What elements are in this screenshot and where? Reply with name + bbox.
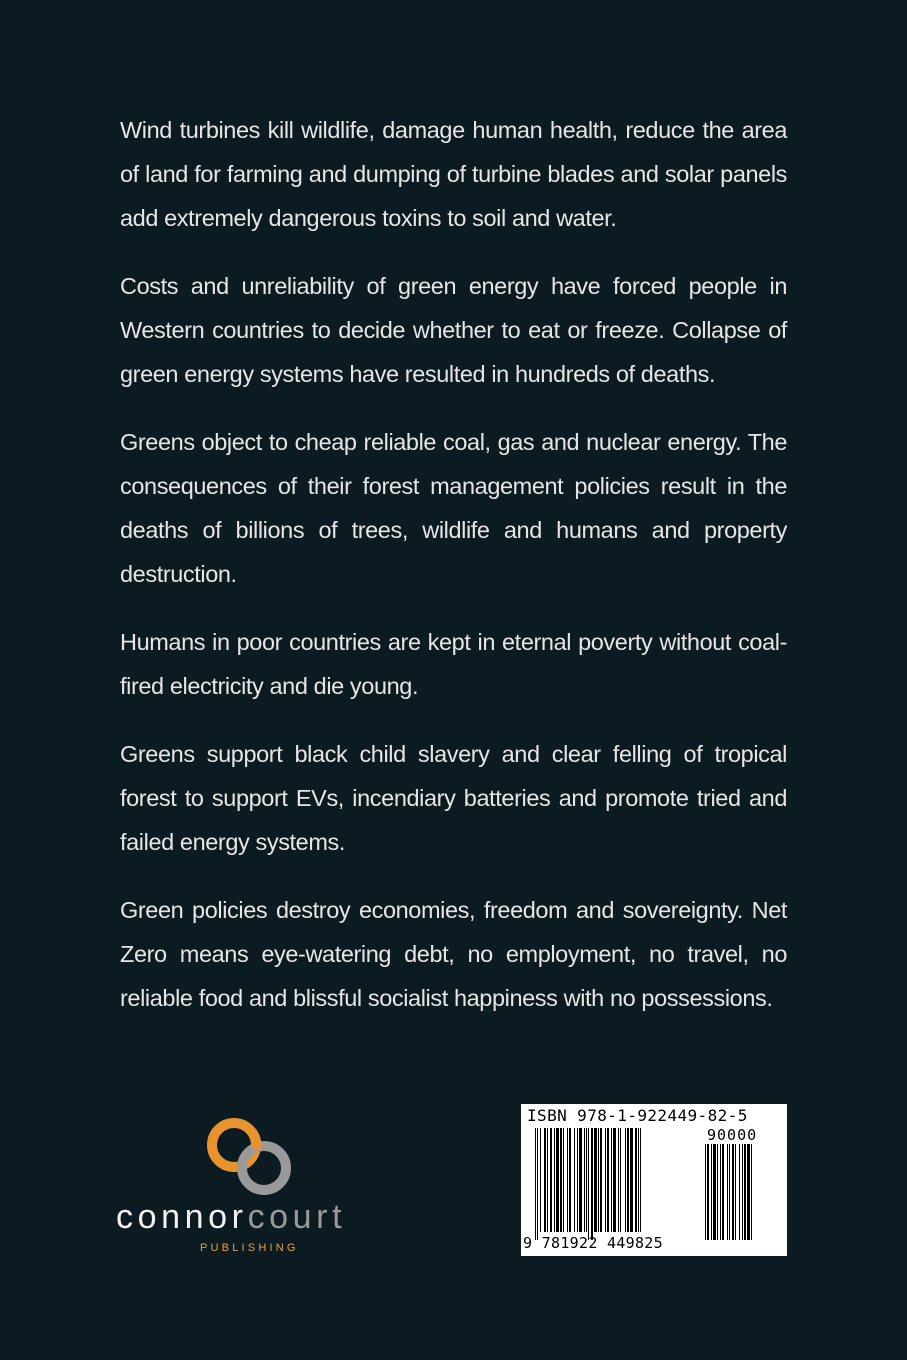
barcode-bar: [574, 1128, 575, 1232]
barcode-bar: [727, 1144, 728, 1240]
blurb-paragraph: Greens object to cheap reliable coal, gas and nuclear energy. The consequences of their forest management policies result in the deaths of billions of trees, wildlife and humans and property destruction.: [120, 429, 787, 587]
blurb-paragraph: Costs and unreliability of green energy have forced people in Western countries to decide whether to eat or freeze. Collapse of green energy systems have resulted in hundreds of deaths.: [120, 273, 787, 387]
barcode-bar: [635, 1128, 637, 1232]
barcode-bar: [630, 1128, 633, 1232]
barcode-bar: [613, 1128, 616, 1232]
barcode-bar: [588, 1128, 589, 1240]
blurb-paragraph: Humans in poor countries are kept in eternal poverty without coal-fired electricity and die young.: [120, 629, 787, 699]
barcode-bar: [598, 1128, 599, 1232]
barcode-bar: [720, 1144, 721, 1240]
barcode-bar: [717, 1144, 718, 1240]
barcode-bar: [620, 1128, 621, 1232]
barcode-bar: [713, 1144, 716, 1240]
barcode-bar: [537, 1128, 538, 1240]
barcode-bar: [579, 1128, 582, 1232]
barcode-bar: [544, 1128, 546, 1232]
isbn-text: ISBN 978-1-922449-82-5: [527, 1106, 748, 1125]
barcode-bar: [560, 1128, 562, 1232]
barcode-bar: [711, 1144, 712, 1240]
barcode-bar: [547, 1128, 548, 1232]
barcode-bar: [739, 1144, 740, 1240]
publisher-wordmark: [116, 1198, 406, 1237]
barcode-bar: [567, 1128, 568, 1232]
barcode-bar: [540, 1128, 541, 1232]
barcode-bar: [640, 1128, 641, 1232]
publisher-subtitle: PUBLISHING: [200, 1242, 299, 1254]
blurb-paragraph: Wind turbines kill wildlife, damage human health, reduce the area of land for farming and dumping of turbine blades and solar panels add extremely dangerous toxins to soil and water.: [120, 117, 787, 231]
barcode-addon-bars: [705, 1144, 781, 1248]
barcode-bar: [705, 1144, 706, 1240]
barcode-bar: [618, 1128, 619, 1232]
barcode-bar: [744, 1144, 746, 1240]
back-cover-blurb: [120, 108, 787, 1044]
interlocking-rings-icon: [204, 1118, 304, 1198]
barcode-bar: [594, 1128, 597, 1232]
barcode-bar: [577, 1128, 578, 1232]
barcode-bar: [584, 1128, 585, 1232]
barcode-bar: [732, 1144, 734, 1240]
barcode-bar: [722, 1144, 724, 1240]
barcode-bar: [600, 1128, 602, 1232]
barcode-bar: [742, 1144, 743, 1240]
barcode-bar: [591, 1128, 593, 1240]
publisher-word-1: connor: [116, 1198, 248, 1236]
barcode-bar: [625, 1128, 626, 1232]
barcode-bar: [605, 1128, 606, 1232]
barcode-main-bars: [535, 1128, 695, 1240]
barcode-bar: [707, 1144, 709, 1240]
publisher-logo: [116, 1118, 406, 1258]
barcode-bar: [607, 1128, 609, 1232]
barcode-bar: [638, 1128, 639, 1232]
barcode-bar: [569, 1128, 571, 1232]
barcode-bar: [563, 1128, 564, 1232]
barcode-bar: [747, 1144, 750, 1240]
barcode-bar: [751, 1144, 752, 1240]
publisher-word-2: court: [247, 1198, 347, 1236]
barcode-bar: [729, 1144, 730, 1240]
barcode-bar: [586, 1128, 587, 1232]
ean-digits: 9 781922 449825: [523, 1234, 663, 1252]
blurb-paragraph: Greens support black child slavery and clear felling of tropical forest to support EVs, incendiary batteries and promote tried and failed energy systems.: [120, 741, 787, 855]
barcode-bar: [556, 1128, 559, 1232]
barcode-bar: [627, 1128, 629, 1232]
barcode-bar: [611, 1128, 612, 1232]
barcode-bar: [554, 1128, 555, 1232]
barcode-bar: [735, 1144, 736, 1240]
barcode-bar: [535, 1128, 536, 1240]
blurb-paragraph: Green policies destroy economies, freedom and sovereignty. Net Zero means eye-watering debt, no employment, no travel, no reliable food and blissful socialist happiness with no possessions.: [120, 897, 787, 1011]
price-code: 90000: [707, 1126, 758, 1144]
isbn-barcode: [521, 1104, 787, 1256]
barcode-bar: [550, 1128, 552, 1232]
